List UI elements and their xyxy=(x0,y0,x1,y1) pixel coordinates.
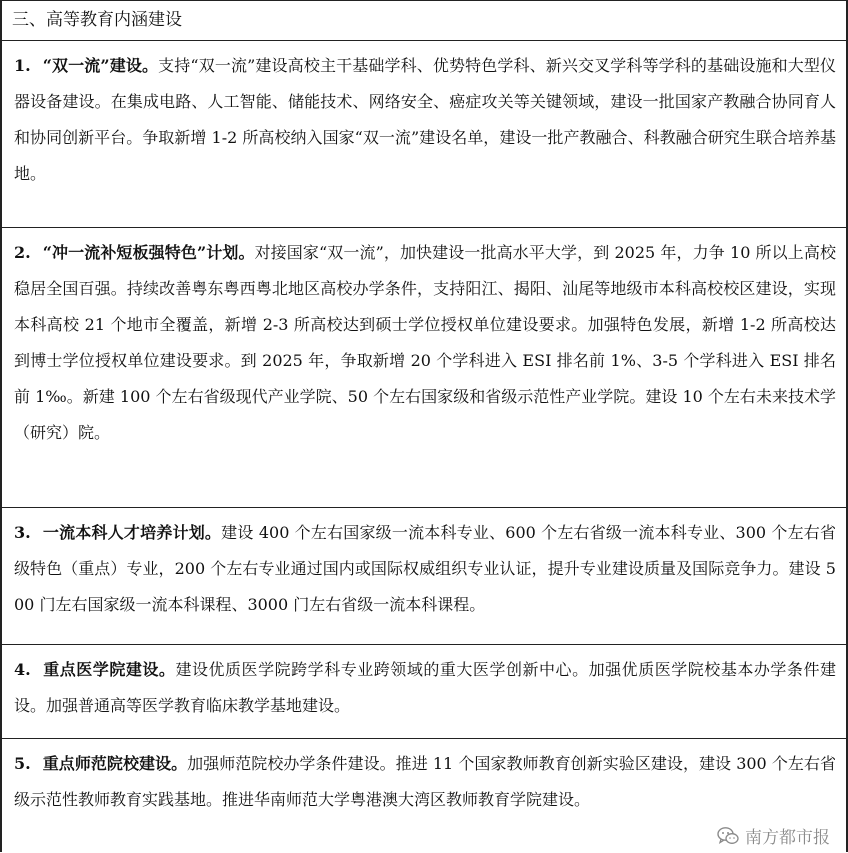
item-number: 5. xyxy=(14,754,31,773)
item-body: 建设 400 个左右国家级一流本科专业、600 个左右省级一流本科专业、300 个左右省级特色（重点）专业，200 个左右专业通过国内或国际权威组织专业认证，提升专业建设质量及国际竞争力。建设 500 门左右国家级一流本科课程、3000 门左右省级一流本科课程。 xyxy=(14,523,836,614)
item-chong-yiliu-plan xyxy=(2,228,846,508)
wechat-icon xyxy=(717,826,739,846)
item-body: 对接国家“双一流”，加快建设一批高水平大学，到 2025 年，力争 10 所以上高校稳居全国百强。持续改善粤东粤西粤北地区高校办学条件，支持阳江、揭阳、汕尾等地级市本科高校校区建设，实现本科高校 21 个地市全覆盖，新增 2-3 所高校达到硕士学位授权单位建设要求。加强特色发展，新增 1-2 所高校达到博士学位授权单位建设要求。到 2025 年，争取新增 20 个学科进入 ESI 排名前 1%、3-5 个学科进入 ESI 排名前 1‰。新建 100 个左右省级现代产业学院、50 个左右国家级和省级示范性产业学院。建设 10 个左右未来技术学（研究）院。 xyxy=(14,243,836,442)
item-number: 2. xyxy=(14,243,31,262)
item-number: 4. xyxy=(14,660,31,679)
item-title: “冲一流补短板强特色”计划。 xyxy=(42,243,255,262)
item-undergraduate-plan xyxy=(2,508,846,645)
item-title: “双一流”建设。 xyxy=(42,56,159,75)
item-title: 重点医学院建设。 xyxy=(42,660,176,679)
section-heading: 三、高等教育内涵建设 xyxy=(2,1,846,41)
publisher-watermark xyxy=(713,823,834,848)
item-body: 建设优质医学院跨学科专业跨领域的重大医学创新中心。加强优质医学院校基本办学条件建设。加强普通高等医学教育临床教学基地建设。 xyxy=(14,660,836,715)
item-title: 重点师范院校建设。 xyxy=(42,754,188,773)
item-medical-schools xyxy=(2,645,846,739)
item-body: 支持“双一流”建设高校主干基础学科、优势特色学科、新兴交叉学科等学科的基础设施和大型仪器设备建设。在集成电路、人工智能、储能技术、网络安全、癌症攻关等关键领域，建设一批国家产教融合协同育人和协同创新平台。争取新增 1-2 所高校纳入国家“双一流”建设名单，建设一批产教融合、科教融合研究生联合培养基地。 xyxy=(14,56,836,183)
item-number: 1. xyxy=(14,56,31,75)
item-number: 3. xyxy=(14,523,31,542)
item-body: 加强师范院校办学条件建设。推进 11 个国家教师教育创新实验区建设，建设 300 个左右省级示范性教师教育实践基地。推进华南师范大学粤港澳大湾区教师教育学院建设。 xyxy=(14,754,836,809)
watermark-text: 南方都市报 xyxy=(745,828,830,848)
item-title: 一流本科人才培养计划。 xyxy=(42,523,222,542)
item-shuang-yiliu xyxy=(2,41,846,228)
